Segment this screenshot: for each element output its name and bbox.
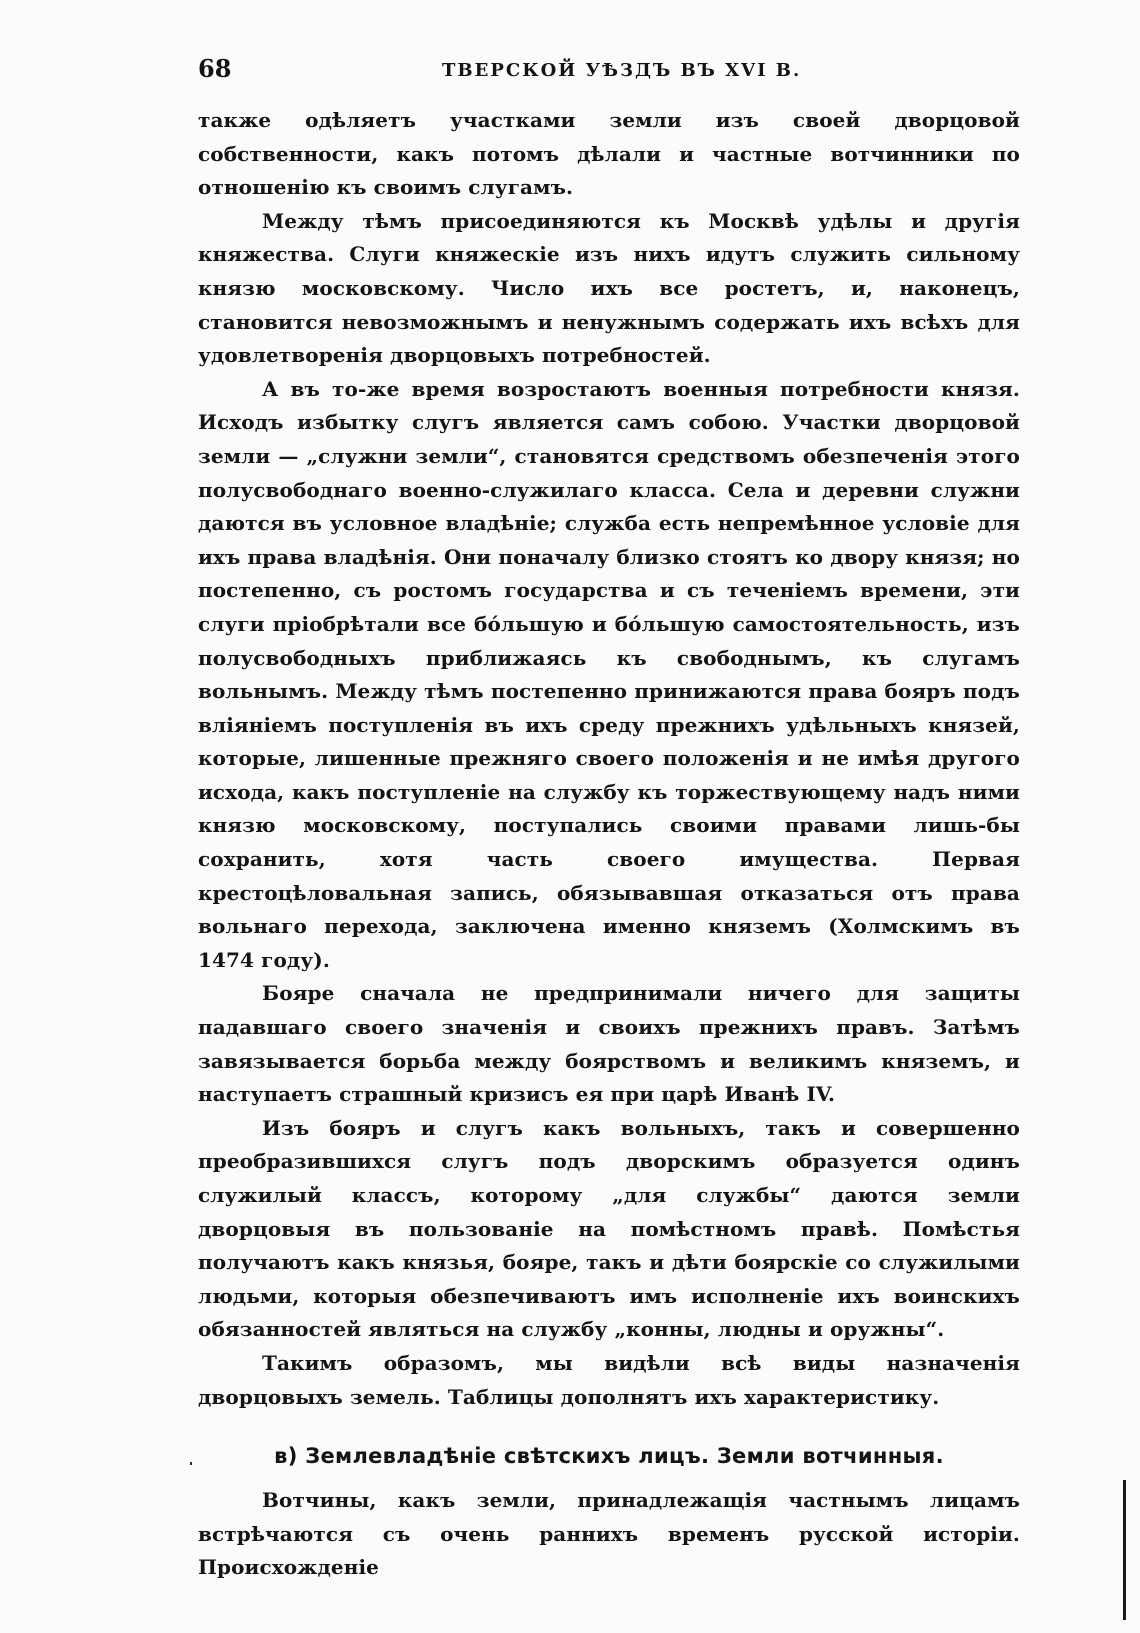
paragraph: Вотчины, какъ земли, принадлежащія частнымъ лицамъ встрѣчаются съ очень раннихъ временъ русской исторіи. Происхожденіе	[198, 1488, 1020, 1580]
scan-edge-mark	[1123, 1480, 1126, 1620]
paragraph: Изъ бояръ и слугъ какъ вольныхъ, такъ и совершенно преобразившихся слугъ подъ дворскимъ образуется одинъ служилый классъ, которому „для службы“ даются земли дворцовыя въ пользованіе на помѣстномъ правѣ. Помѣстья получаютъ какъ князья, бояре, такъ и дѣти боярскіе со служилыми людьми, которыя обезпечиваютъ имъ исполненіе ихъ воинскихъ обязанностей являться на службу „конны, людны и оружны“.	[198, 1115, 1020, 1342]
section-heading: в) Землевладѣніе свѣтскихъ лицъ. Земли вотчинныя.	[274, 1444, 944, 1469]
paragraph: Такимъ образомъ, мы видѣли всѣ виды назначенія дворцовыхъ земель. Таблицы дополнятъ ихъ характеристику.	[198, 1350, 1020, 1409]
running-title: ТВЕРСКОЙ УѢЗДЪ ВЪ XVI В.	[442, 60, 802, 81]
paragraph: Бояре сначала не предпринимали ничего для защиты падавшаго своего значенія и своихъ прежнихъ правъ. Затѣмъ завязывается борьба между боярствомъ и великимъ княземъ, и наступаетъ страшный кризисъ ея при царѣ Иванѣ IV.	[198, 981, 1020, 1107]
running-head	[198, 54, 1020, 94]
scan-speck	[190, 1462, 192, 1465]
body-text	[198, 104, 1020, 1585]
paragraph: также одѣляетъ участками земли изъ своей дворцовой собственности, какъ потомъ дѣлали и частные вотчинники по отношенію къ своимъ слугамъ.	[198, 108, 1020, 200]
page-number: 68	[198, 54, 232, 83]
paragraph: А въ то-же время возростаютъ военныя потребности князя. Исходъ избытку слугъ является самъ собою. Участки дворцовой земли — „служни земли“, становятся средствомъ обезпеченія этого полусвободнаго военно-служилаго класса. Села и деревни служни даются въ условное владѣніе; служба есть непремѣнное условіе для ихъ права владѣнія. Они поначалу близко стоятъ ко двору князя; но постепенно, съ ростомъ государства и съ теченіемъ времени, эти слуги пріобрѣтали все бо́льшую и бо́льшую самостоятельность, изъ полусвободныхъ приближаясь къ свободнымъ, къ слугамъ вольнымъ. Между тѣмъ постепенно принижаются права бояръ подъ вліяніемъ поступленія въ ихъ среду прежнихъ удѣльныхъ князей, которые, лишенные прежняго своего положенія и не имѣя другого исхода, какъ поступленіе на службу къ торжествующему надъ ними князю московскому, поступались своими правами лишь-бы сохранить, хотя часть своего имущества. Первая крестоцѣловальная запись, обязывавшая отказаться отъ права вольнаго перехода, заключена именно княземъ (Холмскимъ въ 1474 году).	[198, 376, 1020, 972]
paragraph: Между тѣмъ присоединяются къ Москвѣ удѣлы и другія княжества. Слуги княжескіе изъ нихъ идутъ служить сильному князю московскому. Число ихъ все ростетъ, и, наконецъ, становится невозможнымъ и ненужнымъ содержать ихъ всѣхъ для удовлетворенія дворцовыхъ потребностей.	[198, 208, 1020, 368]
